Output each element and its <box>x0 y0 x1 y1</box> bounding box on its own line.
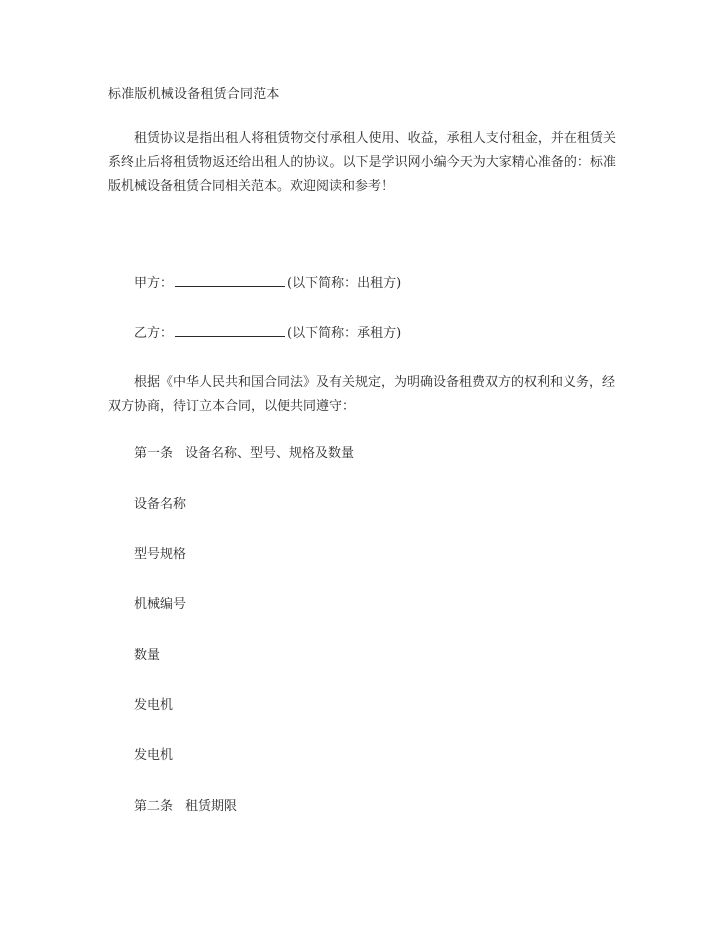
party-b-line <box>108 322 616 346</box>
field-machine-no: 机械编号 <box>134 597 187 612</box>
item-generator-1: 发电机 <box>134 698 174 713</box>
document-title: 标准版机械设备租赁合同范本 <box>108 87 280 102</box>
field-quantity: 数量 <box>134 648 161 663</box>
intro-paragraph: 租赁协议是指出租人将租赁物交付承租人使用、收益，承租人支付租金，并在租赁关系终止后将租赁物返还给出租人的协议。以下是学识网小编今天为大家精心准备的：标准版机械设备租赁合同相关范本。欢迎阅读和参考！ <box>108 131 616 194</box>
article-2-heading <box>108 795 616 819</box>
field-equipment-name: 设备名称 <box>134 497 187 512</box>
party-a-line <box>108 272 616 296</box>
party-b-label: 乙方： <box>134 326 174 341</box>
item-generator-2: 发电机 <box>134 748 174 763</box>
basis-paragraph: 根据《中华人民共和国合同法》及有关规定，为明确设备租费双方的权利和义务，经双方协商，待订立本合同，以便共同遵守： <box>108 375 616 414</box>
article-2-number: 第二条 <box>134 799 174 814</box>
party-a-label: 甲方： <box>134 276 174 291</box>
field-model-spec: 型号规格 <box>134 547 187 562</box>
party-a-note: (以下简称：出租方) <box>287 276 402 291</box>
party-b-blank <box>175 324 285 337</box>
party-b-note: (以下简称：承租方) <box>287 326 402 341</box>
party-a-blank <box>175 274 285 287</box>
article-1-title: 设备名称、型号、规格及数量 <box>185 446 355 461</box>
article-2-title: 租赁期限 <box>185 799 238 814</box>
article-1-number: 第一条 <box>134 446 174 461</box>
article-1-heading <box>108 442 616 466</box>
